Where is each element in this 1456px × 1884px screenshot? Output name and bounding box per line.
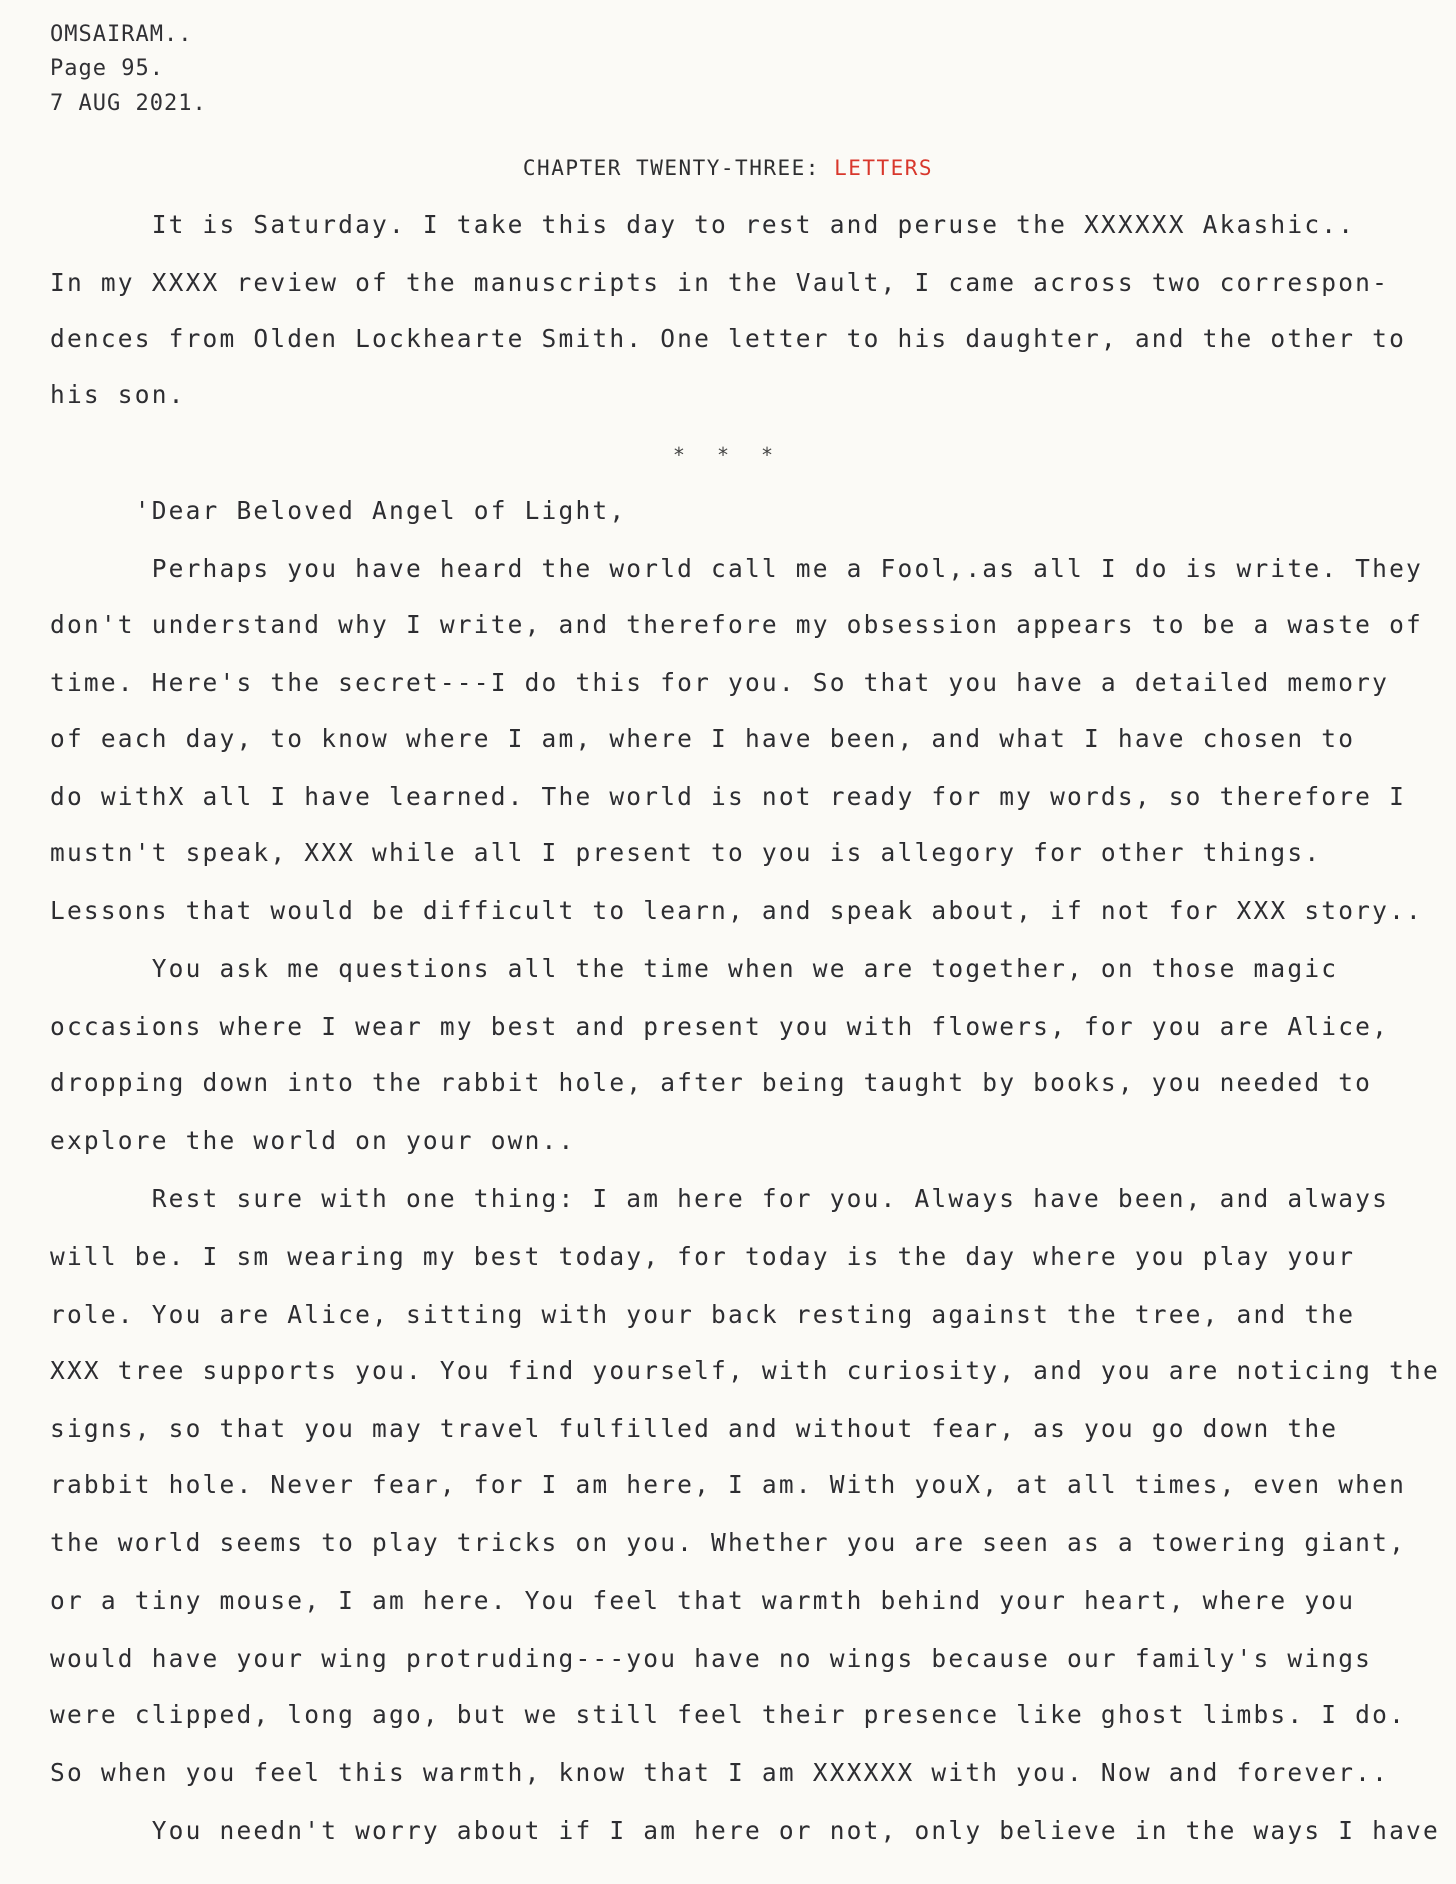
chapter-title-red: LETTERS	[834, 156, 934, 180]
text-line: So when you feel this warmth, know that I am XXXXXX with you. Now and forever..	[50, 1758, 1390, 1787]
header-date: 7 AUG 2021.	[50, 91, 207, 116]
text-line: signs, so that you may travel fulfilled and without fear, as you go down the	[50, 1414, 1339, 1443]
text-line: don't understand why I write, and therefore my obsession appears to be a waste of	[50, 610, 1423, 639]
text-line: dences from Olden Lockhearte Smith. One letter to his daughter, and the other to	[50, 324, 1407, 353]
text-line: of each day, to know where I am, where I have been, and what I have chosen to	[50, 724, 1356, 753]
header-line-1: OMSAIRAM..	[50, 22, 193, 47]
text-line: or a tiny mouse, I am here. You feel that warmth behind your heart, where you	[50, 1586, 1356, 1615]
text-line: Rest sure with one thing: I am here for you. Always have been, and always	[50, 1184, 1390, 1213]
text-line: You needn't worry about if I am here or not, only believe in the ways I have	[50, 1816, 1440, 1845]
header-page-number: Page 95.	[50, 56, 164, 81]
text-line: will be. I sm wearing my best today, for today is the day where you play your	[50, 1242, 1356, 1271]
chapter-title	[0, 156, 1456, 180]
section-separator: * * *	[672, 443, 784, 467]
text-line: rabbit hole. Never fear, for I am here, I am. With youX, at all times, even when	[50, 1470, 1407, 1499]
text-line: XXX tree supports you. You find yourself, with curiosity, and you are noticing the	[50, 1356, 1440, 1385]
text-line: It is Saturday. I take this day to rest and peruse the XXXXXX Akashic..	[50, 210, 1356, 239]
chapter-title-black: CHAPTER TWENTY-THREE:	[522, 156, 835, 180]
text-line: role. You are Alice, sitting with your back resting against the tree, and the	[50, 1300, 1356, 1329]
text-line: would have your wing protruding---you have no wings because our family's wings	[50, 1644, 1373, 1673]
text-line: 'Dear Beloved Angel of Light,	[50, 496, 627, 525]
text-line: Lessons that would be difficult to learn, and speak about, if not for XXX story..	[50, 896, 1423, 925]
text-line: Perhaps you have heard the world call me a Fool,.as all I do is write. They	[50, 554, 1423, 583]
text-line: were clipped, long ago, but we still feel their presence like ghost limbs. I do.	[50, 1700, 1407, 1729]
text-line: mustn't speak, XXX while all I present to you is allegory for other things.	[50, 838, 1322, 867]
text-line: time. Here's the secret---I do this for you. So that you have a detailed memory	[50, 668, 1390, 697]
text-line: the world seems to play tricks on you. Whether you are seen as a towering giant,	[50, 1528, 1407, 1557]
text-line: do withX all I have learned. The world is not ready for my words, so therefore I	[50, 782, 1407, 811]
text-line: In my XXXX review of the manuscripts in the Vault, I came across two correspon-	[50, 268, 1390, 297]
text-line: dropping down into the rabbit hole, after being taught by books, you needed to	[50, 1068, 1373, 1097]
text-line: occasions where I wear my best and present you with flowers, for you are Alice,	[50, 1012, 1390, 1041]
text-line: explore the world on your own..	[50, 1126, 576, 1155]
text-line: You ask me questions all the time when we are together, on those magic	[50, 954, 1339, 983]
text-line: his son.	[50, 380, 186, 409]
